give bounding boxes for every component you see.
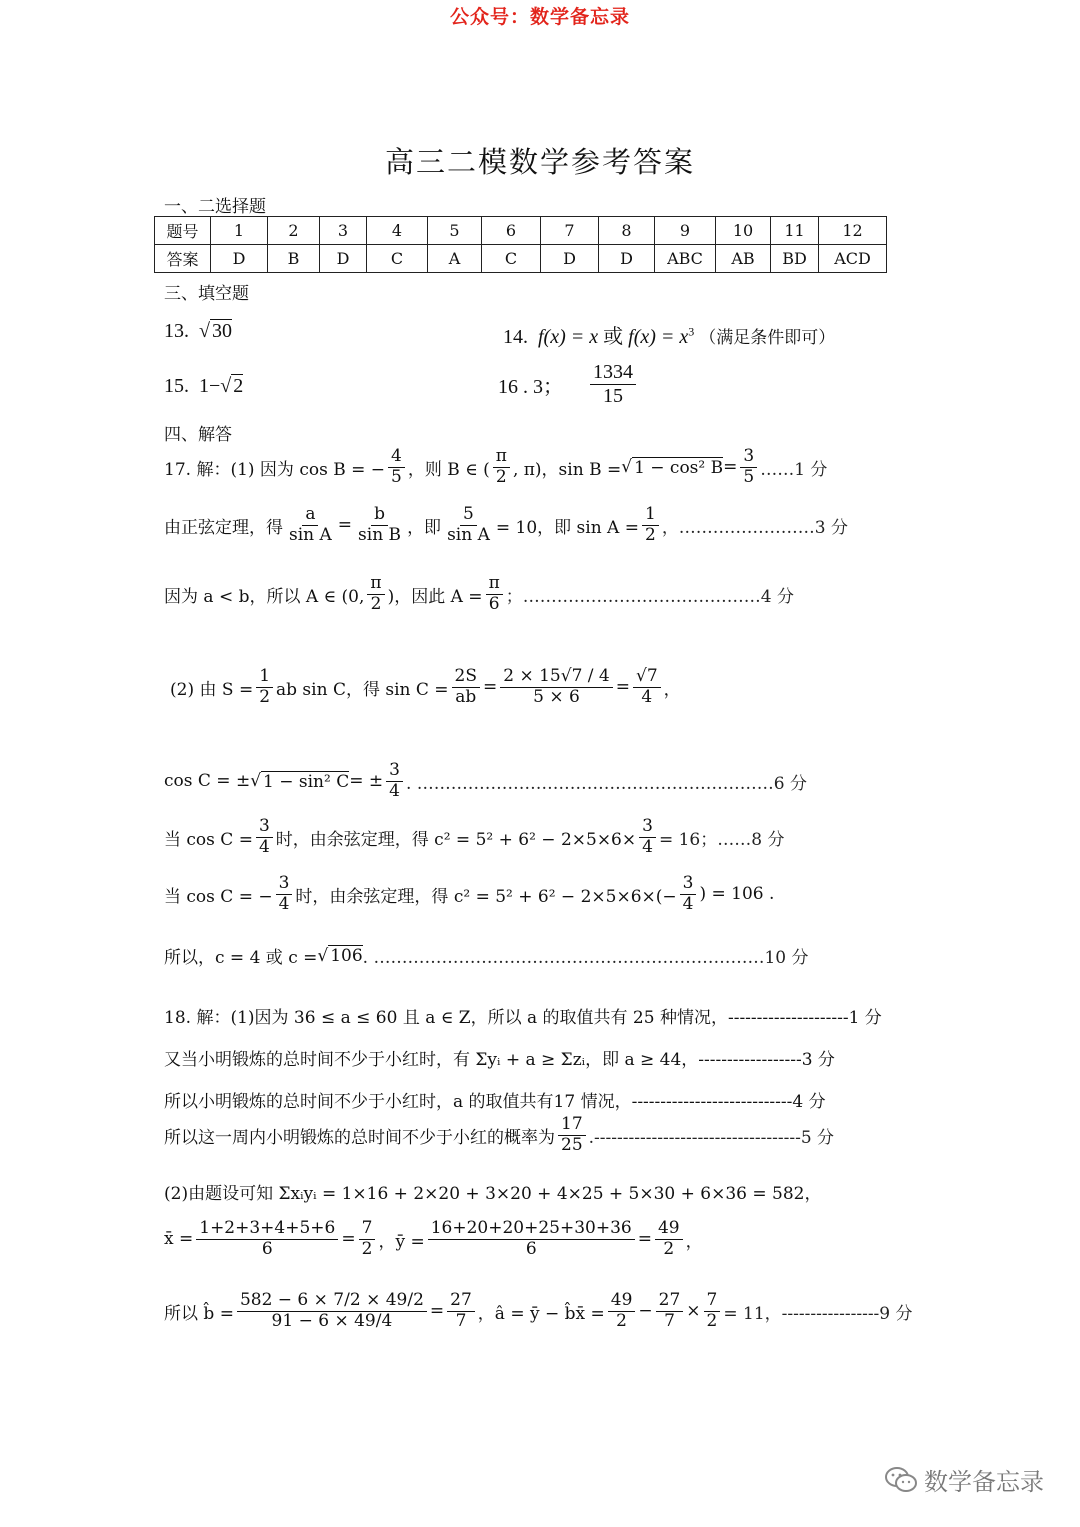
fraction xyxy=(447,1292,475,1331)
text: 时，由余弦定理，得 c² = 5² + 6² − 2×5×6× xyxy=(275,829,637,850)
fraction xyxy=(558,1116,586,1155)
q18-line-3: 所以小明锻炼的总时间不少于小红时，a 的取值共有17 情况，----------------------------4 分 xyxy=(164,1092,826,1112)
numerator: 582 − 6 × 7/2 × 49/2 xyxy=(237,1292,427,1312)
text: 所以 b̂ = xyxy=(164,1303,234,1324)
q17-line-8: 所以，c = 4 或 c = √ 106 . ……………………………………………………………10 分 xyxy=(164,943,809,968)
denominator: 2 xyxy=(495,466,507,487)
section-fill: 三、填空题 xyxy=(164,284,249,304)
text: = 10，即 sin A = xyxy=(495,517,639,538)
table-cell: 4 xyxy=(367,217,428,245)
numerator: 3 xyxy=(740,448,757,468)
fraction xyxy=(704,1292,721,1331)
fraction xyxy=(444,506,493,545)
fraction xyxy=(639,818,656,857)
table-cell: B xyxy=(268,245,320,273)
answer-13: 13. √ 30 xyxy=(164,320,232,342)
exponent: 3 xyxy=(688,324,695,339)
text: = xyxy=(337,515,353,536)
fraction xyxy=(486,575,503,614)
score-dots: = 11，-----------------9 分 xyxy=(723,1303,913,1324)
text: , π)，sin B = xyxy=(512,459,622,480)
q18-line-1: 18. 解：(1)因为 36 ≤ a ≤ 60 且 a ∈ Z，所以 a 的取值共有 25 种情况，---------------------1 分 xyxy=(164,1008,882,1028)
note: （满足条件即可） xyxy=(699,328,836,347)
fraction xyxy=(500,668,613,707)
score-dots: . ………………………………………………………6 分 xyxy=(405,773,808,794)
score-dots: .------------------------------------5 分 xyxy=(588,1127,835,1148)
fraction xyxy=(633,668,661,707)
q17-line-7 xyxy=(164,875,774,914)
numerator: 5 xyxy=(460,506,477,526)
numerator: 3 xyxy=(680,875,697,895)
numerator: 1334 xyxy=(590,362,636,385)
row-label: 答案 xyxy=(155,245,211,273)
denominator: 4 xyxy=(641,686,653,707)
fraction xyxy=(276,875,293,914)
denominator: 7 xyxy=(664,1310,675,1331)
numerator: 7 xyxy=(704,1292,721,1312)
row-label: 题号 xyxy=(155,217,211,245)
page-title: 高三二模数学参考答案 xyxy=(384,145,695,179)
text: )，因此 A = xyxy=(387,586,483,607)
denominator: sin A xyxy=(447,524,490,545)
header-banner: 公众号：数学备忘录 xyxy=(449,6,630,28)
numerator: 7 xyxy=(359,1220,376,1240)
numerator: 49 xyxy=(608,1292,636,1312)
fraction xyxy=(656,1292,684,1331)
denominator: 5 × 6 xyxy=(533,686,580,707)
text: 所以，c = 4 或 c = xyxy=(164,948,318,968)
fraction xyxy=(452,668,480,707)
table-cell: 3 xyxy=(320,217,367,245)
table-cell: D xyxy=(541,245,599,273)
watermark xyxy=(884,1462,1044,1497)
denominator: sin A xyxy=(289,524,332,545)
text: ， xyxy=(663,679,681,700)
question-number: 13. xyxy=(164,320,189,342)
fraction xyxy=(642,506,659,545)
fraction xyxy=(655,1220,683,1259)
fraction xyxy=(367,575,384,614)
text: = ± xyxy=(349,771,384,792)
numerator: a xyxy=(302,506,318,526)
numerator: 1 xyxy=(256,668,273,688)
fraction xyxy=(286,506,335,545)
denominator: 15 xyxy=(603,385,623,407)
text: = xyxy=(723,457,738,478)
numerator: 3 xyxy=(256,818,273,838)
expr-pre: 1− xyxy=(199,375,221,397)
section-choice: 一、二选择题 xyxy=(164,197,266,217)
numerator: √7 xyxy=(633,668,661,688)
table-cell: D xyxy=(211,245,268,273)
numerator: π xyxy=(486,575,503,595)
answer-14 xyxy=(503,320,835,349)
table-cell: 12 xyxy=(819,217,887,245)
denominator: 5 xyxy=(743,466,755,487)
table-cell: AB xyxy=(716,245,771,273)
numerator: 16+20+20+25+30+36 xyxy=(428,1220,635,1240)
text: 因为 a < b，所以 A ∈ (0, xyxy=(164,586,365,607)
denominator: sin B xyxy=(358,524,402,545)
table-cell: A xyxy=(428,245,482,273)
table-cell: ACD xyxy=(819,245,887,273)
score-dots: ……1 分 xyxy=(760,459,828,480)
text: 当 cos C = − xyxy=(164,886,273,907)
question-number: 15. xyxy=(164,375,189,397)
q17-line-5: cos C = ± √ 1 − sin² C = ± $\frac{3}{4}$ . ………………………………………………………6 分 xyxy=(164,760,808,801)
text: cos C = ± xyxy=(164,771,251,792)
numerator: 3 xyxy=(386,762,403,782)
denominator: 6 xyxy=(488,593,500,614)
denominator: 2 xyxy=(644,524,656,545)
fraction xyxy=(428,1220,635,1259)
text: 当 cos C = xyxy=(164,829,253,850)
text: 17. 解：(1) 因为 cos B = − xyxy=(164,459,385,480)
denominator: 4 xyxy=(682,893,694,914)
q18-line-5: (2)由题设可知 Σxᵢyᵢ = 1×16 + 2×20 + 3×20 + 4×25 + 5×30 + 6×36 = 582， xyxy=(164,1184,822,1204)
text: 所以这一周内小明锻炼的总时间不少于小红的概率为 xyxy=(164,1127,555,1148)
table-cell: 6 xyxy=(482,217,541,245)
text: ，ȳ = xyxy=(378,1231,425,1252)
answer-15: 15. 1−√ 2 xyxy=(164,375,244,397)
answer-table xyxy=(154,216,887,273)
denominator: 2 xyxy=(370,593,382,614)
question-number: 16 . 3； xyxy=(498,376,563,398)
fraction xyxy=(355,506,404,545)
denominator: 2 xyxy=(259,686,271,707)
text: x̄ = xyxy=(164,1229,194,1250)
text: ， xyxy=(685,1231,703,1252)
table-cell: BD xyxy=(771,245,819,273)
denominator: ab xyxy=(455,686,477,707)
q17-line-6 xyxy=(164,818,784,857)
text: = xyxy=(615,677,630,698)
numerator: π xyxy=(367,575,384,595)
radicand: 106 xyxy=(330,946,363,966)
numerator: 3 xyxy=(276,875,293,895)
text: ，则 B ∈ ( xyxy=(407,459,490,480)
text: ，â = ȳ − b̂x̄ = xyxy=(477,1303,605,1324)
section-solve: 四、解答 xyxy=(164,425,232,445)
denominator: 7 xyxy=(455,1310,467,1331)
table-cell: C xyxy=(482,245,541,273)
text: 由正弦定理，得 xyxy=(164,517,283,538)
numerator: 2 × 15√7 / 4 xyxy=(500,668,613,688)
fraction xyxy=(493,448,510,487)
fraction xyxy=(740,448,757,487)
expr-b: f(x) = x xyxy=(628,326,689,348)
denominator: 4 xyxy=(389,780,400,801)
text: ，即 xyxy=(407,517,442,538)
denominator: 2 xyxy=(361,1238,373,1259)
table-cell: 7 xyxy=(541,217,599,245)
expr-a: f(x) = x xyxy=(538,326,599,348)
denominator: 6 xyxy=(261,1238,273,1259)
numerator: b xyxy=(371,506,388,526)
text: ) = 106 . xyxy=(699,884,775,905)
text: ab sin C，得 sin C = xyxy=(276,679,449,700)
wechat-icon xyxy=(884,1466,918,1494)
score-dots: ；……………………………………4 分 xyxy=(505,586,794,607)
denominator: 91 − 6 × 49/4 xyxy=(271,1310,393,1331)
score-dots: ，……………………3 分 xyxy=(661,517,849,538)
fraction xyxy=(608,1292,636,1331)
text: = xyxy=(429,1301,445,1322)
table-cell: 11 xyxy=(771,217,819,245)
numerator: 3 xyxy=(639,818,656,838)
denominator: 2 xyxy=(706,1310,718,1331)
denominator: 2 xyxy=(616,1310,627,1331)
fraction xyxy=(196,1220,338,1259)
fraction xyxy=(237,1292,427,1331)
text: − xyxy=(638,1301,653,1322)
radicand: 30 xyxy=(211,320,232,342)
denominator: 4 xyxy=(642,836,653,857)
numerator: 2S xyxy=(452,668,480,688)
text: 时，由余弦定理，得 c² = 5² + 6² − 2×5×6×(− xyxy=(295,886,677,907)
text: × xyxy=(686,1301,701,1322)
q18-line-2: 又当小明锻炼的总时间不少于小红时，有 Σyᵢ + a ≥ Σzᵢ，即 a ≥ 44，------------------3 分 xyxy=(164,1050,835,1070)
table-cell: 5 xyxy=(428,217,482,245)
q18-line-7 xyxy=(164,1292,913,1331)
denominator: 4 xyxy=(258,836,270,857)
fraction xyxy=(386,762,403,801)
or-word: 或 xyxy=(603,326,624,348)
numerator: 1 xyxy=(642,506,659,526)
watermark-text: 数学备忘录 xyxy=(924,1468,1044,1496)
question-number: 14. xyxy=(503,326,528,348)
denominator: 4 xyxy=(278,893,290,914)
text: = xyxy=(483,677,498,698)
numerator: 1+2+3+4+5+6 xyxy=(196,1220,338,1240)
q17-line-2 xyxy=(164,506,848,545)
score-dots: . ……………………………………………………………10 分 xyxy=(362,948,809,968)
table-cell: 2 xyxy=(268,217,320,245)
fraction xyxy=(590,362,636,407)
numerator: 27 xyxy=(656,1292,684,1312)
q17-line-4 xyxy=(170,668,681,707)
table-row xyxy=(155,245,887,273)
fraction xyxy=(359,1220,376,1259)
q18-line-6: x̄ = $\frac{1+2+3+4+5+6}{6}$ = $\frac{7}{2}$ ，ȳ = $\frac{16+20+20+25+30+36}{6}$ = $\frac{49}{2}$ ， xyxy=(164,1218,703,1259)
radicand: 1 − cos² B xyxy=(634,457,724,478)
numerator: π xyxy=(493,448,510,468)
table-cell: ABC xyxy=(655,245,716,273)
score-dots: = 16；……8 分 xyxy=(658,829,785,850)
table-cell: 8 xyxy=(599,217,655,245)
fraction xyxy=(256,818,273,857)
q18-line-4 xyxy=(164,1116,834,1155)
denominator: 2 xyxy=(663,1238,675,1259)
table-cell: 1 xyxy=(211,217,268,245)
q17-line-1: 17. 解：(1) 因为 cos B = − $\frac{4}{5}$ ，则 B ∈ ( $\frac{\pi}{2}$ , π)，sin B = √ 1 − cos² B = $\frac{3}{5}$ ……1 分 xyxy=(164,446,828,487)
text: (2) 由 S = xyxy=(170,679,254,700)
table-cell: D xyxy=(599,245,655,273)
fraction xyxy=(388,448,405,487)
radicand: 1 − sin² C xyxy=(263,771,350,792)
numerator: 49 xyxy=(655,1220,683,1240)
fraction xyxy=(256,668,273,707)
fraction xyxy=(680,875,697,914)
denominator: 6 xyxy=(525,1238,537,1259)
answer-16 xyxy=(498,362,639,407)
numerator: 4 xyxy=(388,448,405,468)
denominator: 5 xyxy=(391,466,402,487)
table-cell: 10 xyxy=(716,217,771,245)
table-cell: C xyxy=(367,245,428,273)
radicand: 2 xyxy=(233,375,244,397)
table-cell: 9 xyxy=(655,217,716,245)
table-row xyxy=(155,217,887,245)
denominator: 25 xyxy=(561,1134,583,1155)
numerator: 27 xyxy=(447,1292,475,1312)
q17-line-3 xyxy=(164,575,794,614)
table-cell: D xyxy=(320,245,367,273)
numerator: 17 xyxy=(558,1116,586,1136)
